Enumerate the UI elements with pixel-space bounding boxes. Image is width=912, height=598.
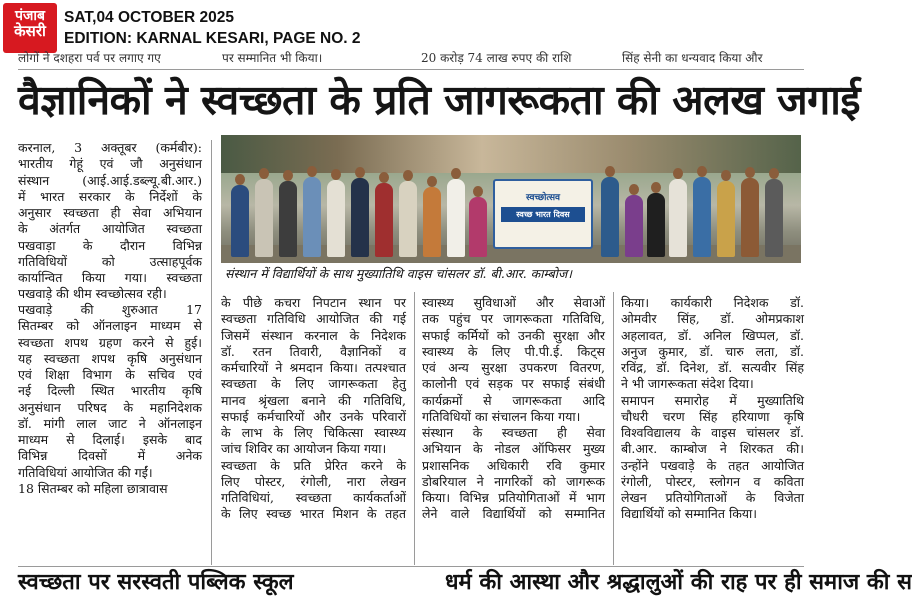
body-line: के लिए स्वच्छ भारत मिशन के तहत	[221, 506, 406, 522]
photo-person	[399, 181, 417, 257]
body-line: अहलावत, डॉ. अनिल खिप्पल, डॉ.	[621, 327, 804, 343]
photo-person	[625, 195, 643, 257]
body-line: ओमवीर सिंह, डॉ. ओमप्रकाश	[621, 311, 804, 327]
body-line: स्वच्छता के लिए जागरूकता हेतु	[221, 376, 406, 392]
photo-person	[351, 178, 369, 257]
body-line: स्वास्थ्य सुविधाओं और सेवाओं	[422, 295, 605, 310]
body-line: यह स्वच्छता शपथ कृषि अनुसंधान	[18, 350, 202, 366]
body-line: सितम्बर को ऑनलाइन माध्यम से	[18, 318, 202, 334]
dateline: करनाल, 3 अक्तूबर (कर्मबीर):	[18, 140, 202, 155]
logo-line-2: केसरी	[14, 21, 46, 40]
body-line: लेने वाले विद्यार्थियों को सम्मानित	[422, 506, 605, 522]
body-line: 18 सितम्बर को महिला छात्रावास	[18, 480, 168, 496]
header-divider	[18, 69, 804, 70]
body-line: गतिविधियां, स्वच्छता कार्यकर्ताओं	[221, 490, 406, 505]
body-line: कार्यक्रमों से जागरूकता आदि	[422, 392, 605, 408]
photo-person	[375, 183, 393, 257]
photo-person	[447, 179, 465, 257]
body-line: एवं शिक्षा विभाग के सचिव एवं	[18, 367, 202, 382]
photo-person	[647, 193, 665, 257]
banner-subtitle: स्वच्छ भारत दिवस	[501, 207, 585, 222]
photo-person	[741, 178, 759, 257]
logo-line-1: पंजाब	[15, 8, 45, 24]
photo-person	[327, 180, 345, 257]
photo-person	[669, 179, 687, 257]
body-line: अनुज कुमार, डॉ. चारु लता, डॉ.	[621, 343, 804, 359]
edition-page: EDITION: KARNAL KESARI, PAGE NO. 2	[64, 30, 361, 47]
body-line: जांच शिविर का आयोजन किया गया।	[221, 441, 387, 457]
edition-meta	[64, 7, 361, 49]
body-line: डोबरियाल ने नागरिकों को जागरूक	[422, 473, 605, 489]
edition-header	[0, 0, 822, 56]
photo-person	[255, 179, 273, 257]
body-line: कर्मचारियों ने श्रमदान किया। तत्पश्चात	[221, 360, 406, 375]
body-line: उन्होंने पखवाड़े के तहत आयोजित	[621, 457, 804, 473]
body-line: विभिन्न दिवसों में अनेक	[18, 448, 202, 464]
group-photo	[221, 135, 801, 263]
body-line: संस्थान (आई.आई.डब्ल्यू.बी.आर.)	[18, 172, 202, 188]
body-line: बी.आर. काम्बोज ने शिरकत की।	[621, 441, 804, 457]
body-line: डॉ. रतन तिवारी, वैज्ञानिकों व	[221, 343, 406, 359]
body-line: स्वच्छता शपथ ग्रहण करने से हुई।	[18, 334, 202, 350]
body-line: अभियान के नोडल ऑफिसर मुख्य	[422, 441, 605, 457]
photo-person	[279, 181, 297, 257]
body-line: डॉ. मांगी लाल जाट ने ऑनलाइन	[18, 415, 202, 431]
body-line: समापन समारोह में मुख्यातिथि	[621, 392, 804, 408]
next-story-headline-left: स्वच्छता पर सरस्वती पब्लिक स्कूल	[18, 570, 294, 595]
body-line: के लाभ के लिए चिकित्सा स्वास्थ्य	[221, 425, 406, 440]
article-column-3	[422, 295, 605, 523]
photo-person	[303, 177, 321, 257]
body-line: संस्थान के स्वच्छता ही सेवा	[422, 425, 605, 440]
body-line: अनुसार स्वच्छता ही सेवा अभियान	[18, 205, 202, 220]
swachhotsav-banner	[493, 179, 593, 249]
body-line: गतिविधियों को उत्साहपूर्वक	[18, 253, 202, 269]
column-rule	[613, 292, 614, 565]
body-line: गतिविधियां आयोजित की गईं।	[18, 464, 153, 480]
edition-date: SAT,04 OCTOBER 2025	[64, 9, 234, 26]
body-line: नई दिल्ली स्थित भारतीय कृषि	[18, 383, 202, 399]
article-headline: वैज्ञानिकों ने स्वच्छता के प्रति जागरूकता की अलख जगाई	[18, 76, 860, 124]
column-rule	[211, 140, 212, 565]
body-line: ने भी जागरूकता संदेश दिया।	[621, 376, 754, 392]
body-line: पखवाड़ा के दौरान विभिन्न	[18, 237, 202, 253]
body-line: चौधरी चरण सिंह हरियाणा कृषि	[621, 408, 804, 424]
article-column-1-continued	[18, 302, 202, 497]
photo-person	[765, 179, 783, 257]
body-line: स्वच्छता गतिविधि आयोजित की गई	[221, 311, 406, 327]
punjab-kesari-logo	[3, 3, 57, 53]
photo-person	[469, 197, 487, 257]
column-rule	[414, 292, 415, 565]
previous-story-tail-center: 20 करोड़ 74 लाख रुपए की राशि	[421, 51, 572, 65]
previous-story-tail-left: लोगों ने दशहरा पर्व पर लगाए गए	[18, 51, 161, 65]
body-line: किया। कार्यकारी निदेशक डॉ.	[621, 295, 804, 310]
photo-person	[231, 185, 249, 257]
body-line: किया। विभिन्न प्रतियोगिताओं में भाग	[422, 490, 605, 505]
body-line: विश्वविद्यालय के वाइस चांसलर डॉ.	[621, 425, 804, 440]
body-line: एवं अन्य सुरक्षा उपकरण वितरण,	[422, 360, 605, 375]
previous-story-tail-mid: पर सम्मानित भी किया।	[222, 51, 323, 65]
footer-divider	[18, 566, 804, 567]
body-line: विद्यार्थियों को सम्मानित किया।	[621, 506, 758, 522]
body-line: गतिविधियों का संचालन किया गया।	[422, 408, 581, 424]
body-line: अनुसंधान परिषद के महानिदेशक	[18, 399, 202, 415]
photo-person	[601, 177, 619, 257]
previous-story-tail-right: सिंह सेनी का धन्यवाद किया और	[622, 51, 763, 65]
photo-person	[717, 181, 735, 257]
body-line: कालोनी एवं सड़क पर सफाई संबंधी	[422, 376, 605, 392]
body-line: सफाई कर्मियों को उनकी सुरक्षा और	[422, 327, 605, 343]
body-line: पखवाड़े की थीम स्वच्छोत्सव रही।	[18, 286, 167, 302]
body-line: के पीछे कचरा निपटान स्थान पर	[221, 295, 406, 310]
body-line: कार्यान्वित किया गया। स्वच्छता	[18, 270, 202, 285]
body-line: स्वच्छता के प्रति प्रेरित करने के	[221, 457, 406, 473]
body-line: मानव श्रृंखला बनाने की गतिविधि,	[221, 392, 406, 408]
body-line: लिए पोस्टर, रंगोली, नारा लेखन	[221, 473, 406, 489]
article-column-2	[221, 295, 406, 523]
body-line: रविंद्र, डॉ. दिनेश, डॉ. सत्यवीर सिंह	[621, 360, 804, 375]
photo-person	[423, 187, 441, 257]
body-line: भारतीय गेहूं एवं जौ अनुसंधान	[18, 156, 202, 172]
article-column-1	[18, 140, 202, 303]
body-line: जिसमें संस्थान करनाल के निदेशक	[221, 327, 406, 343]
next-story-headline-right: धर्म की आस्था और श्रद्धालुओं की राह पर ही समाज की स	[445, 570, 912, 595]
body-line: प्रशासनिक अधिकारी रवि कुमार	[422, 457, 605, 473]
body-line: रंगोली, पोस्टर, स्लोगन व कविता	[621, 473, 804, 489]
banner-title: स्वच्छोत्सव	[525, 193, 561, 203]
body-line: के अंतर्गत आयोजित स्वच्छता	[18, 221, 202, 237]
article-column-4	[621, 295, 804, 523]
body-line: में भारत सरकार के निर्देशों के	[18, 188, 202, 204]
body-line: सफाई कर्मचारियों और उनके परिवारों	[221, 408, 406, 424]
photo-caption: संस्थान में विद्यार्थियों के साथ मुख्यातिथि वाइस चांसलर डॉ. बी.आर. काम्बोज।	[225, 266, 572, 281]
body-line: तक पहुंच पर जागरूकता गतिविधि,	[422, 311, 605, 327]
body-line: लेखन प्रतियोगिताओं के विजेता	[621, 490, 804, 505]
body-line: पखवाड़े की शुरुआत 17	[18, 302, 202, 317]
photo-person	[693, 177, 711, 257]
body-line: स्वास्थ्य के लिए पी.पी.ई. किट्स	[422, 343, 605, 359]
body-line: माध्यम से दिलाई। इसके बाद	[18, 432, 202, 447]
